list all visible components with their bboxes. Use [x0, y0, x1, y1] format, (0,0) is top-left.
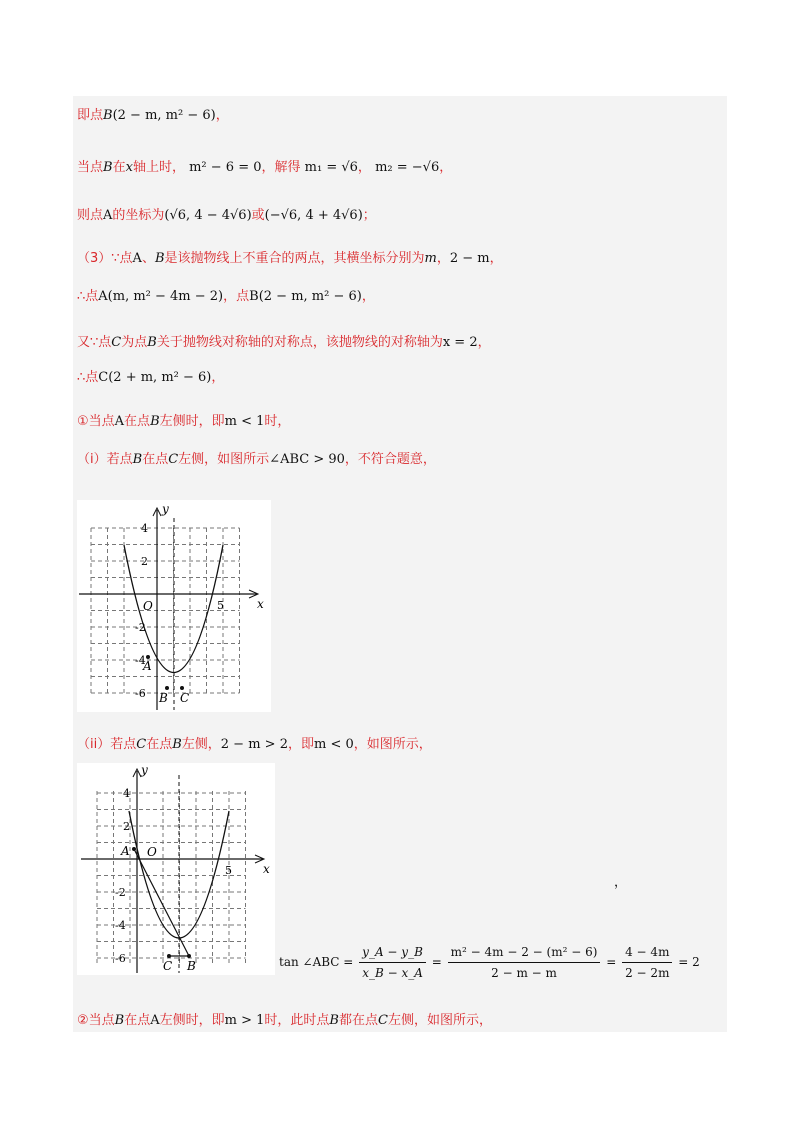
text: 左侧时，即 — [159, 1013, 225, 1028]
text: ， — [361, 289, 375, 304]
math: C — [378, 1013, 388, 1028]
tick-minus-4: -4 — [135, 654, 146, 667]
line-7 — [77, 368, 224, 388]
line-5 — [77, 287, 375, 307]
tick-2: 2 — [141, 555, 148, 568]
math: m < 1 — [224, 414, 265, 429]
denominator: x_B − x_A — [362, 966, 423, 980]
text: 在点 — [146, 737, 173, 752]
point-a — [132, 847, 136, 851]
tick-4: 4 — [123, 787, 130, 800]
tick-5: 5 — [217, 599, 224, 612]
math: m > 1 — [224, 1013, 265, 1028]
text: 为点 — [121, 335, 148, 350]
text: （3）∵点 — [77, 251, 133, 266]
text: ， — [477, 335, 491, 350]
label-c: C — [163, 959, 173, 973]
figure-2 — [77, 763, 275, 975]
line-10 — [77, 735, 432, 755]
math: A(m, m² − 4m − 2) — [98, 289, 224, 304]
math: m < 0 — [313, 737, 354, 752]
figure-1-graph — [77, 500, 271, 712]
math: C — [168, 452, 179, 467]
math: 2 − m — [449, 251, 490, 266]
math: (√6, 4 − 4√6) — [164, 208, 252, 223]
text: 在点 — [124, 1013, 151, 1028]
text: ，解得 — [261, 160, 301, 175]
text: ， — [215, 108, 229, 123]
text: 、 — [141, 251, 155, 266]
denominator: 2 − 2m — [625, 966, 670, 980]
math: B — [172, 737, 182, 752]
math: C — [111, 335, 122, 350]
fraction-1 — [359, 942, 426, 983]
text: （ii）若点 — [77, 737, 137, 752]
grid — [97, 791, 246, 963]
text: ∴点 — [77, 289, 99, 304]
figure-1 — [77, 500, 271, 712]
math: B — [132, 452, 143, 467]
line-6 — [77, 333, 491, 353]
line-2 — [77, 158, 452, 178]
text: ， — [357, 160, 371, 175]
math: B(2 − m, m² − 6) — [249, 289, 362, 304]
tan-formula — [279, 942, 700, 983]
text: ， — [614, 875, 628, 890]
math: (2 − m, m² − 6) — [112, 108, 216, 123]
point-c — [167, 954, 171, 958]
math: C — [136, 737, 147, 752]
math: A — [103, 208, 113, 223]
text: ，不符合题意， — [344, 452, 436, 467]
text: 左侧，如图所示 — [178, 452, 270, 467]
point-c — [180, 686, 184, 690]
math: B — [329, 1013, 339, 1028]
text: ，如图所示， — [353, 737, 432, 752]
tick-minus-2: -2 — [115, 886, 126, 899]
tick-minus-2: -2 — [135, 621, 146, 634]
text: 即点 — [77, 108, 104, 123]
numerator: m² − 4m − 2 − (m² − 6) — [448, 942, 601, 963]
math: C(2 + m, m² − 6) — [98, 370, 212, 385]
text: 的坐标为 — [112, 208, 165, 223]
label-a: A — [121, 844, 130, 858]
math: = 2 — [678, 955, 700, 969]
text: 或 — [251, 208, 265, 223]
grid — [91, 528, 240, 696]
tick-minus-6: -6 — [135, 687, 146, 700]
text: ， — [439, 160, 453, 175]
x-label: x — [263, 862, 270, 876]
y-label: y — [162, 502, 169, 516]
math: B — [147, 335, 157, 350]
figure-2-graph — [77, 763, 275, 975]
line-1 — [77, 106, 229, 126]
text: 左侧， — [181, 737, 221, 752]
text: 轴上时， — [132, 160, 185, 175]
line-8 — [77, 412, 290, 432]
text: ， — [436, 251, 450, 266]
tick-minus-6: -6 — [115, 952, 126, 965]
text: ， — [489, 251, 503, 266]
text: 则点 — [77, 208, 104, 223]
math: B — [150, 414, 160, 429]
label-b: B — [187, 959, 196, 973]
math: = — [606, 955, 617, 969]
math: B — [154, 251, 165, 266]
comma-mark — [614, 873, 627, 893]
text: 在 — [112, 160, 126, 175]
math: B — [114, 1013, 125, 1028]
text: 时，此时点 — [264, 1013, 330, 1028]
math: x — [125, 160, 133, 175]
math: A — [114, 414, 125, 429]
text: 左侧，如图所示， — [387, 1013, 492, 1028]
origin-label: O — [147, 845, 157, 859]
line-9 — [77, 450, 436, 470]
math: tan ∠ABC = — [279, 955, 354, 969]
point-b — [165, 686, 169, 690]
y-label: y — [141, 763, 148, 777]
text: 当点 — [77, 160, 104, 175]
math: m² − 6 = 0 — [189, 160, 262, 175]
numerator: 4 − 4m — [622, 942, 672, 963]
text: 在点 — [142, 452, 169, 467]
math: m — [424, 251, 437, 266]
text: （i）若点 — [77, 452, 133, 467]
text: ， — [211, 370, 225, 385]
tick-minus-4: -4 — [115, 919, 126, 932]
text: 关于抛物线对称轴的对称点，该抛物线的对称轴为 — [156, 335, 443, 350]
numerator: y_A − y_B — [359, 942, 426, 963]
math: A — [132, 251, 142, 266]
x-label: x — [257, 597, 264, 611]
math: m₂ = −√6 — [375, 160, 440, 175]
text: ∴点 — [77, 370, 99, 385]
math: ∠ABC > 90 — [269, 452, 345, 467]
tick-4: 4 — [141, 522, 148, 535]
math: A — [150, 1013, 160, 1028]
tick-2: 2 — [123, 820, 130, 833]
origin-label: O — [143, 599, 153, 613]
text: 都在点 — [338, 1013, 378, 1028]
text: 时， — [264, 414, 291, 429]
text: ，即 — [287, 737, 314, 752]
text: 在点 — [124, 414, 151, 429]
denominator: 2 − m − m — [491, 966, 557, 980]
text: ②当点 — [77, 1013, 115, 1028]
text: ； — [362, 208, 376, 223]
math: 2 − m > 2 — [220, 737, 288, 752]
math: = — [431, 955, 442, 969]
text: 左侧时，即 — [159, 414, 225, 429]
tick-5: 5 — [225, 864, 232, 877]
label-c: C — [180, 691, 190, 705]
label-b: B — [159, 691, 168, 705]
text: 是该抛物线上不重合的两点，其横坐标分别为 — [164, 251, 425, 266]
point-b — [187, 954, 191, 958]
math: (−√6, 4 + 4√6) — [264, 208, 363, 223]
fraction-2 — [448, 942, 601, 983]
line-11 — [77, 1011, 492, 1031]
math: B — [103, 108, 113, 123]
math: x = 2 — [442, 335, 478, 350]
line-4 — [77, 249, 503, 269]
math: m₁ = √6 — [304, 160, 358, 175]
text: ①当点 — [77, 414, 115, 429]
math: B — [103, 160, 113, 175]
text: 又∵点 — [77, 335, 112, 350]
line-3 — [77, 206, 376, 226]
label-a: A — [143, 659, 152, 673]
segment-ab — [134, 849, 189, 956]
text: ，点 — [223, 289, 250, 304]
fraction-3 — [622, 942, 672, 983]
